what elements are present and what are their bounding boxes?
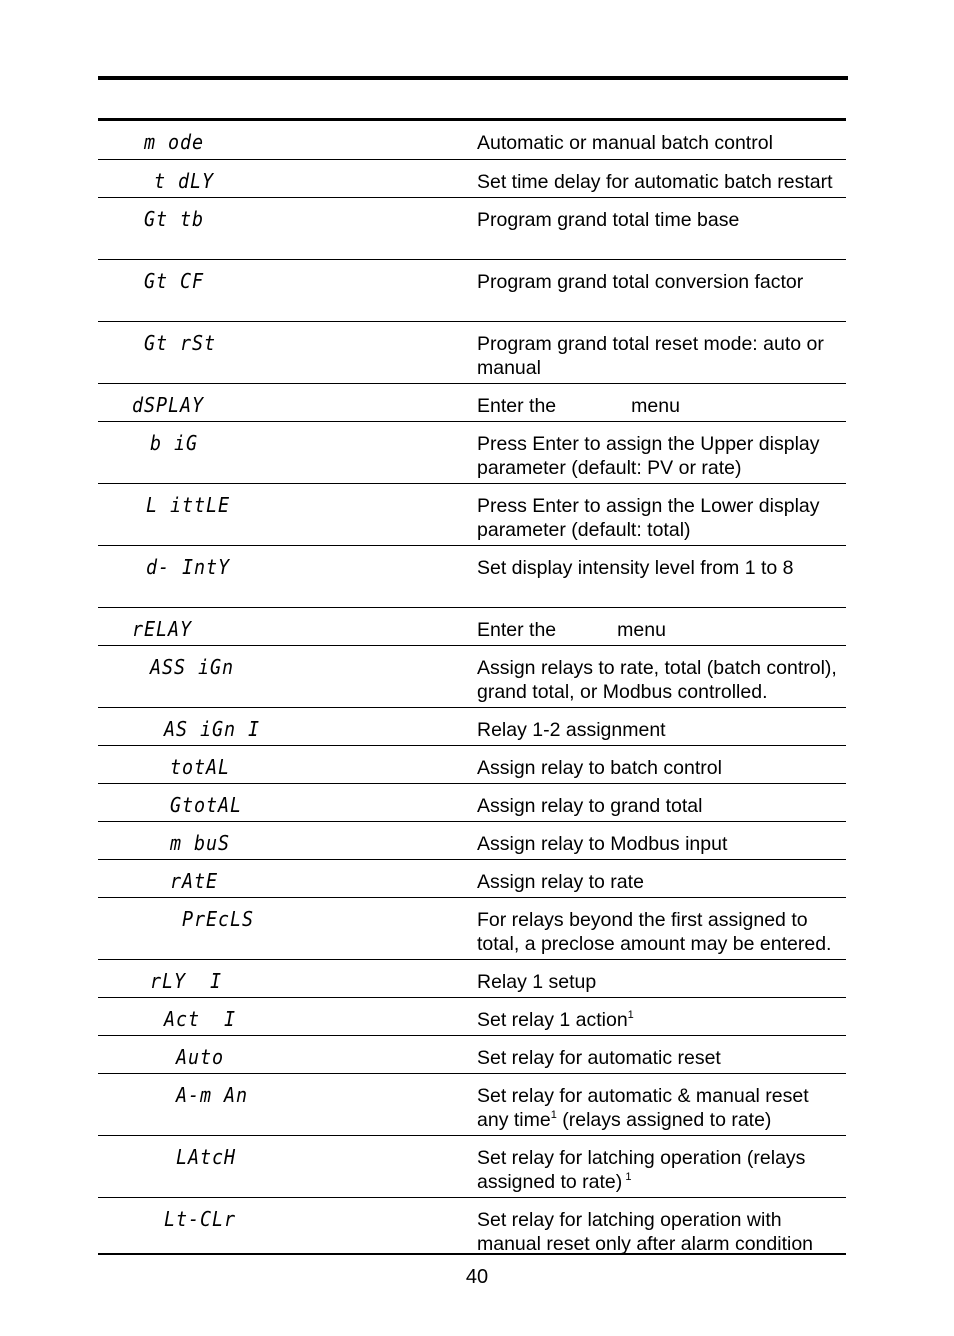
display-code: rLY I — [150, 969, 222, 993]
table-row — [98, 1136, 846, 1198]
table-row — [98, 998, 846, 1036]
display-code: Gt tb — [144, 207, 205, 231]
display-code: LAtcH — [176, 1145, 237, 1169]
description: Automatic or manual batch control — [477, 132, 773, 154]
footnote-marker: 1 — [622, 1171, 632, 1183]
display-code: m ode — [144, 130, 205, 154]
description: Program grand total time base — [477, 209, 740, 231]
display-code: ASS iGn — [150, 655, 234, 679]
display-code: Lt-CLr — [164, 1207, 236, 1231]
table-row — [98, 198, 846, 260]
table-row — [98, 784, 846, 822]
description: Set relay for latching operation with manual reset only after alarm condition — [477, 1209, 814, 1255]
description: Press Enter to assign the Upper display parameter (default: PV or rate) — [477, 433, 820, 479]
description: Program grand total reset mode: auto or manual — [477, 333, 824, 379]
display-code: Auto — [176, 1045, 224, 1069]
table-row — [98, 121, 846, 160]
table-row — [98, 1036, 846, 1074]
description: Press Enter to assign the Lower display parameter (default: total) — [477, 495, 820, 541]
description-text: Set relay 1 action — [477, 1009, 628, 1031]
table-row — [98, 822, 846, 860]
table-row — [98, 322, 846, 384]
display-code: rELAY — [132, 617, 193, 641]
description: Relay 1 setup — [477, 971, 597, 993]
table-row — [98, 384, 846, 422]
table-row — [98, 1074, 846, 1136]
description: Assign relay to rate — [477, 871, 644, 893]
table-row — [98, 646, 846, 708]
footnote-marker: 1 — [627, 1009, 634, 1021]
table-row — [98, 708, 846, 746]
description — [477, 394, 843, 418]
description: Program grand total conversion factor — [477, 271, 804, 293]
description-suffix: menu — [617, 619, 666, 641]
table-row — [98, 608, 846, 646]
description-prefix: Enter the — [477, 395, 557, 417]
display-code: Gt rSt — [144, 331, 216, 355]
table-row — [98, 746, 846, 784]
description: Assign relay to Modbus input — [477, 833, 728, 855]
table-row — [98, 898, 846, 960]
page-number: 40 — [465, 1266, 489, 1288]
display-code: rAtE — [170, 869, 218, 893]
display-code: m buS — [170, 831, 231, 855]
display-code: L ittLE — [146, 493, 230, 517]
display-code: A-m An — [176, 1083, 248, 1107]
display-code: b iG — [150, 431, 198, 455]
display-code: Act I — [164, 1007, 236, 1031]
description — [477, 1084, 843, 1132]
header-rule — [98, 76, 848, 80]
menu-parameter-table — [98, 118, 846, 1255]
table-row — [98, 260, 846, 322]
description — [477, 1008, 843, 1032]
table-row — [98, 960, 846, 998]
description — [477, 1146, 843, 1194]
description-prefix: Enter the — [477, 619, 557, 641]
description: Set time delay for automatic batch restart — [477, 171, 833, 193]
table-row — [98, 160, 846, 198]
description: Set display intensity level from 1 to 8 — [477, 557, 794, 579]
table-row — [98, 860, 846, 898]
table-row — [98, 1198, 846, 1255]
table-row — [98, 484, 846, 546]
display-code: GtotAL — [170, 793, 242, 817]
description: Set relay for automatic reset — [477, 1047, 721, 1069]
display-code: dSPLAY — [132, 393, 204, 417]
display-code: d- IntY — [146, 555, 230, 579]
description-text: Set relay for automatic & manual reset any time — [477, 1085, 809, 1131]
display-code: PrEcLS — [182, 907, 254, 931]
description: Relay 1-2 assignment — [477, 719, 666, 741]
description-text-continued: (relays assigned to rate) — [556, 1109, 772, 1131]
display-code: Gt CF — [144, 269, 205, 293]
display-code: t dLY — [154, 169, 215, 193]
description: Assign relay to batch control — [477, 757, 722, 779]
footnote-marker: 1 — [550, 1109, 557, 1121]
description: Assign relays to rate, total (batch control), grand total, or Modbus controlled. — [477, 657, 837, 703]
table-row — [98, 546, 846, 608]
description-text: Set relay for latching operation (relays assigned to rate) — [477, 1147, 806, 1193]
description: Assign relay to grand total — [477, 795, 703, 817]
display-code: AS iGn I — [164, 717, 260, 741]
description-suffix: menu — [631, 395, 680, 417]
display-code: totAL — [170, 755, 231, 779]
table-row — [98, 422, 846, 484]
description: For relays beyond the first assigned to total, a preclose amount may be entered. — [477, 909, 832, 955]
description — [477, 618, 843, 642]
